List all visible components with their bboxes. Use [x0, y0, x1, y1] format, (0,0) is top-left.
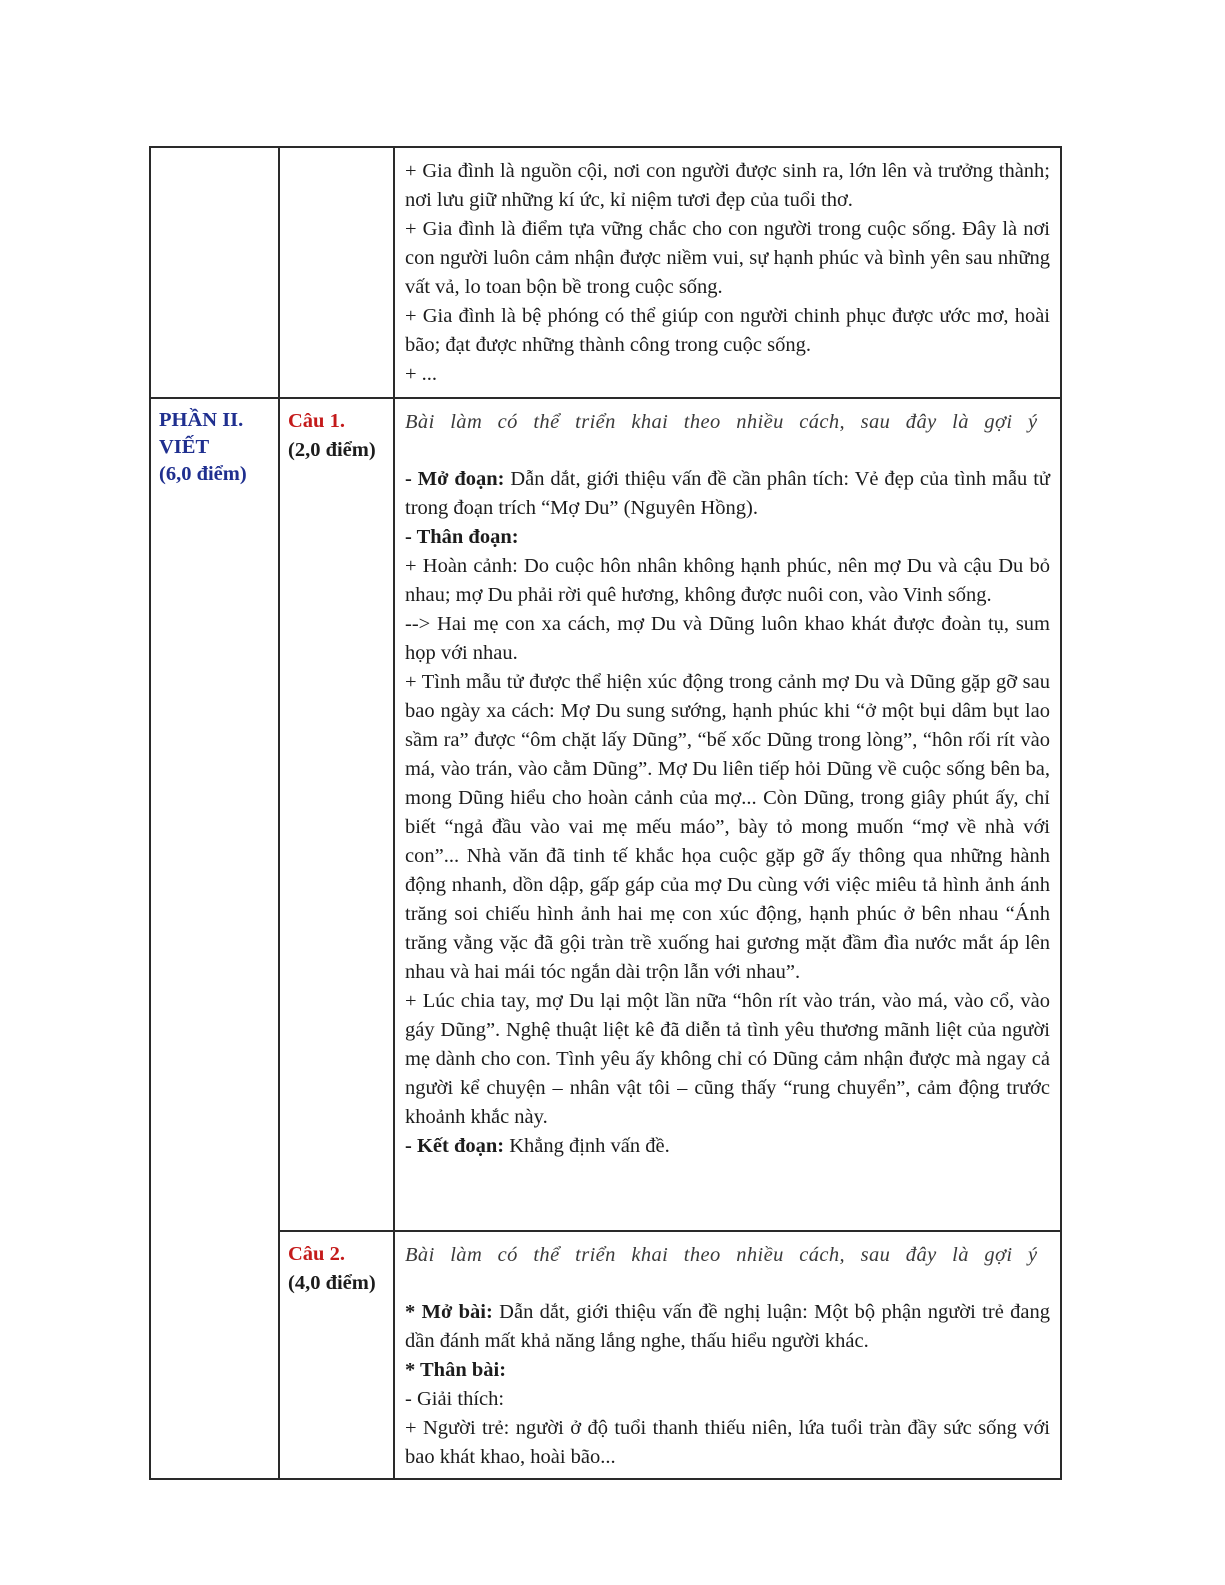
intro-label: * Mở bài:: [405, 1301, 493, 1323]
content-cell: [394, 1231, 1061, 1479]
question-points: (2,0 điểm): [288, 439, 376, 461]
conclusion-label: - Kết đoạn:: [405, 1135, 505, 1157]
question-cell: [279, 1231, 394, 1479]
body-label: - Thân đoạn:: [405, 526, 519, 548]
list-item: - Giải thích:: [405, 1388, 505, 1410]
part-cell: [150, 398, 279, 1479]
question-cell-empty: [279, 147, 394, 398]
list-item: + Người trẻ: người ở độ tuổi thanh thiếu niên, lứa tuổi tràn đầy sức sống với bao khát khao, hoài bão...: [405, 1417, 1050, 1468]
body-heading: [405, 523, 1050, 552]
list-item: + Gia đình là điểm tựa vững chắc cho con người trong cuộc sống. Đây là nơi con người luôn cảm nhận được niềm vui, sự hạnh phúc và bình yên sau những vất vả, lo toan bộn bề trong cuộc sống.: [405, 218, 1050, 298]
part-cell-empty: [150, 147, 279, 398]
hint-text: Bài làm có thể triển khai theo nhiều cách, sau đây là gợi ý: [405, 1244, 1038, 1266]
part-title: PHẦN II. VIẾT: [159, 409, 244, 458]
content-cell: [394, 398, 1061, 1231]
list-item: + Hoàn cảnh: Do cuộc hôn nhân không hạnh phúc, nên mợ Du và cậu Du bỏ nhau; mợ Du phải rời quê hương, không được nuôi con, vào Vinh sống.: [405, 555, 1050, 606]
part-points: (6,0 điểm): [159, 463, 247, 485]
question-label: Câu 2.: [288, 1243, 345, 1265]
answer-key-table: [149, 146, 1062, 1480]
question-label: Câu 1.: [288, 410, 345, 432]
question-points: (4,0 điểm): [288, 1272, 376, 1294]
intro-label: - Mở đoạn:: [405, 468, 505, 490]
conclusion-text: Khẳng định vấn đề.: [504, 1135, 670, 1157]
list-item: + Gia đình là nguồn cội, nơi con người được sinh ra, lớn lên và trưởng thành; nơi lưu giữ những kí ức, kỉ niệm tươi đẹp của tuổi thơ.: [405, 160, 1050, 211]
table-row: [150, 398, 1061, 1231]
body-label: * Thân bài:: [405, 1359, 507, 1381]
intro-paragraph: [405, 1298, 1050, 1356]
content-cell: [394, 147, 1061, 398]
intro-paragraph: [405, 465, 1050, 523]
intro-text: Dẫn dắt, giới thiệu vấn đề nghị luận: Một bộ phận người trẻ đang dần đánh mất khả năng lắng nghe, thấu hiểu người khác.: [405, 1301, 1050, 1352]
intro-text: Dẫn dắt, giới thiệu vấn đề cần phân tích: Vẻ đẹp của tình mẫu tử trong đoạn trích “Mợ Du” (Nguyên Hồng).: [405, 468, 1051, 519]
question-cell: [279, 398, 394, 1231]
list-item: + Gia đình là bệ phóng có thể giúp con người chinh phục được ước mơ, hoài bão; đạt được những thành công trong cuộc sống.: [405, 305, 1050, 356]
hint-text: Bài làm có thể triển khai theo nhiều cách, sau đây là gợi ý: [405, 411, 1038, 433]
list-item: + Lúc chia tay, mợ Du lại một lần nữa “hôn rít vào trán, vào má, vào cổ, vào gáy Dũng”. Nghệ thuật liệt kê đã diễn tả tình yêu thương mãnh liệt của người mẹ dành cho con. Tình yêu ấy không chỉ có Dũng cảm nhận được mà ngay cả người kể chuyện – nhân vật tôi – cũng thấy “rung chuyển”, cảm động trước khoảnh khắc này.: [405, 990, 1050, 1128]
table-row: [150, 147, 1061, 398]
conclusion-paragraph: [405, 1132, 1050, 1161]
list-item: + Tình mẫu tử được thể hiện xúc động trong cảnh mợ Du và Dũng gặp gỡ sau bao ngày xa cách: Mợ Du sung sướng, hạnh phúc khi “ở một bụi dâm bụt lao sầm ra” được “ôm chặt lấy Dũng”, “bế xốc Dũng trong lòng”, “hôn rối rít vào má, vào trán, vào cằm Dũng”. Mợ Du liên tiếp hỏi Dũng về cuộc sống bên ba, mong Dũng hiểu cho hoàn cảnh của mợ... Còn Dũng, trong giây phút ấy, chỉ biết “ngả đầu vào vai mẹ mếu máo”, bày tỏ mong muốn “mợ về nhà với con”... Nhà văn đã tinh tế khắc họa cuộc gặp gỡ ấy thông qua những hành động nhanh, dồn dập, gấp gáp của mợ Du cùng với việc miêu tả hình ảnh ánh trăng soi chiếu hình ảnh hai mẹ con xúc động, hạnh phúc ở bên nhau “Ánh trăng vằng vặc đã gội tràn trề xuống hai gương mặt đầm đìa nước mắt áp lên nhau và hai mái tóc ngắn dài trộn lẫn với nhau”.: [405, 671, 1050, 983]
table-row: [150, 1231, 1061, 1479]
list-item: + ...: [405, 363, 438, 385]
body-heading: [405, 1356, 1050, 1385]
list-item: --> Hai mẹ con xa cách, mợ Du và Dũng luôn khao khát được đoàn tụ, sum họp với nhau.: [405, 613, 1050, 664]
